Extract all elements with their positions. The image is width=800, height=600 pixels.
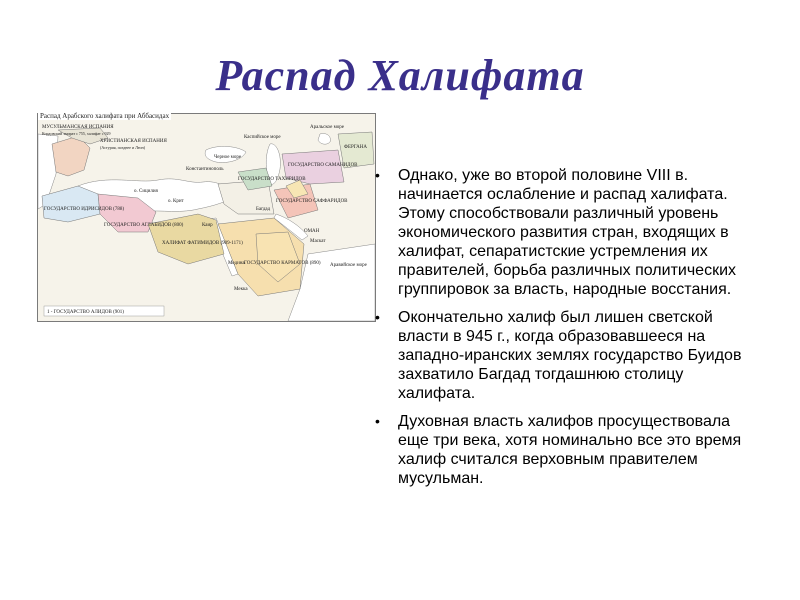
label-samanids: ГОСУДАРСТВО САМАНИДОВ <box>288 163 358 168</box>
label-medina: Медина <box>228 261 245 266</box>
label-crete: о. Крит <box>168 199 184 204</box>
bullet-item <box>372 166 752 299</box>
label-black-sea: Черное море <box>214 155 242 160</box>
bullet-icon: • <box>375 413 380 429</box>
bullet-icon: • <box>375 167 380 183</box>
label-idrisids: ГОСУДАРСТВО ИДРИСИДОВ (788) <box>44 207 124 212</box>
bullet-list <box>372 166 752 497</box>
label-christian-sub: (Астурия, позднее и Леон) <box>100 145 146 150</box>
label-muscat: Маскат <box>310 239 326 244</box>
bullet-icon: • <box>375 309 380 325</box>
label-caspian: Каспийское море <box>244 135 281 140</box>
label-sicily: о. Сицилия <box>134 189 158 194</box>
label-aral: Аральское море <box>310 125 344 130</box>
bullet-item <box>372 412 752 488</box>
bullet-item <box>372 308 752 403</box>
label-saffarids: ГОСУДАРСТВО САФФАРИДОВ <box>276 199 348 204</box>
legend-note: 1 - ГОСУДАРСТВО АЛИДОВ (901) <box>47 310 124 315</box>
label-mecca: Мекка <box>234 287 248 292</box>
caliphate-map <box>37 113 376 322</box>
label-oman: ОМАН <box>304 229 320 234</box>
slide-title: Распад Халифата <box>215 51 585 100</box>
label-baghdad: Багдад <box>256 207 271 212</box>
map-svg <box>38 114 375 321</box>
bullet-text: Окончательно халиф был лишен светской власти в 945 г., когда образовавшееся на западно-иранских землях государство Буидов захватило Багдад тогдашнюю столицу халифата. <box>398 309 742 402</box>
label-tahirids: ГОСУДАРСТВО ТАХИРИДОВ <box>238 177 306 182</box>
label-constantinople: Константинополь <box>186 167 224 172</box>
bullet-text: Духовная власть халифов просуществовала еще три века, хотя номинально все это время халиф считался верховным правителем мусульман. <box>398 413 742 487</box>
label-umayyad: МУСУЛЬМАНСКАЯ ИСПАНИЯ <box>42 125 114 130</box>
label-umayyad-sub: Кордовский эмират с 755, халифат с 929 <box>42 131 111 136</box>
label-qarmatians: ГОСУДАРСТВО КАРМАТОВ (890) <box>244 261 321 266</box>
label-ferghana: ФЕРГАНА <box>344 145 367 150</box>
bullet-text: Однако, уже во второй половине VIII в. начинается ослабление и распад халифата. Этому способствовали различный уровень экономического развития стран, входящих в халифат, сепаратистские устремления их правителей, борьба различных политических группировок за власть, народные восстания. <box>398 167 736 298</box>
label-arabian-sea: Аравийское море <box>330 263 367 268</box>
label-christian-spain: ХРИСТИАНСКАЯ ИСПАНИЯ <box>100 139 167 144</box>
label-fatimids: ХАЛИФАТ ФАТИМИДОВ (909-1171) <box>162 241 243 246</box>
label-cairo: Каир <box>202 223 213 228</box>
map-caption: Распад Арабского халифата при Аббасидах <box>40 112 170 120</box>
label-aghlabids: ГОСУДАРСТВО АГЛАБИДОВ (800) <box>104 223 184 228</box>
